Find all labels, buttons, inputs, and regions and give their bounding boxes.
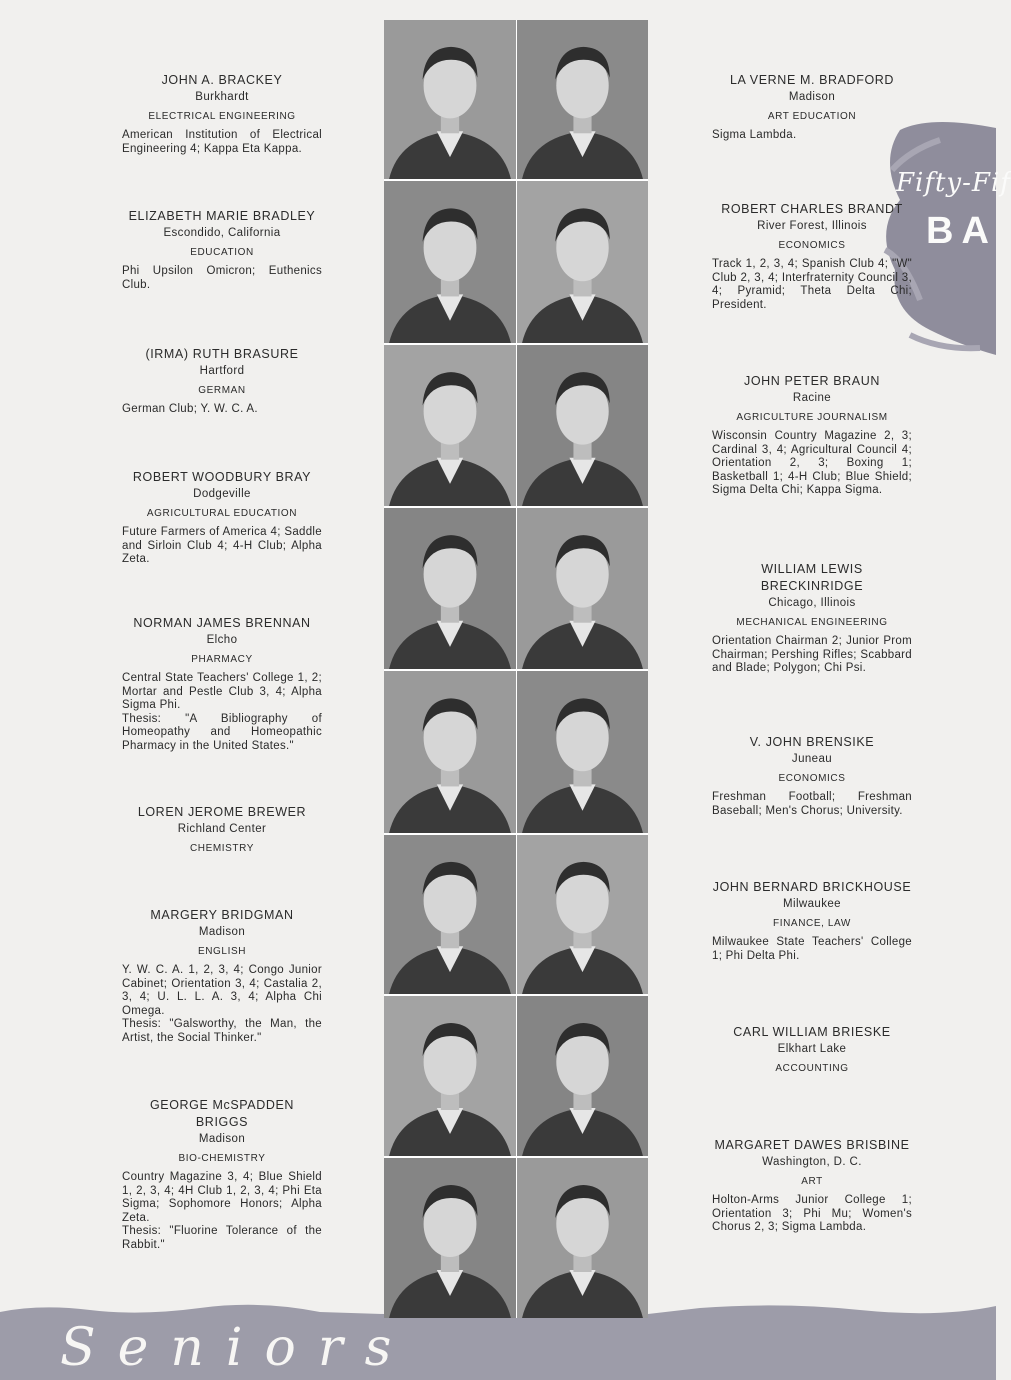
senior-activities: Orientation Chairman 2; Junior Prom Chairman; Pershing Rifles; Scabbard and Blade; Polygon; Chi Psi. xyxy=(712,635,912,675)
senior-activities: Sigma Lambda. xyxy=(712,129,797,141)
senior-activities: Y. W. C. A. 1, 2, 3, 4; Congo Junior Cabinet; Orientation 3, 4; Castalia 2, 3, 4; U. L. L. A. 3, 4; Alpha Chi Omega. Thesis: "Galsworthy, the Man, the Artist, the Social Thinker." xyxy=(122,964,322,1044)
senior-hometown: Racine xyxy=(792,392,832,404)
tab-script-text: Fifty-Fif xyxy=(896,168,1011,198)
senior-hometown: River Forest, Illinois xyxy=(757,220,867,232)
senior-name: MARGARET DAWES BRISBINE xyxy=(714,1138,910,1152)
senior-name: JOHN A. BRACKEY xyxy=(161,73,283,87)
senior-major: GERMAN xyxy=(198,385,246,396)
senior-portrait xyxy=(517,20,648,179)
senior-activities: American Institution of Electrical Engineering 4; Kappa Eta Kappa. xyxy=(122,129,322,155)
senior-entry xyxy=(712,201,912,312)
senior-portrait xyxy=(384,20,516,179)
senior-name: NORMAN JAMES BRENNAN xyxy=(133,616,311,630)
senior-name: ROBERT WOODBURY BRAY xyxy=(132,470,312,484)
senior-portrait xyxy=(517,835,648,994)
senior-major: FINANCE, LAW xyxy=(773,918,851,929)
senior-major: ART xyxy=(801,1176,823,1187)
senior-major: AGRICULTURAL EDUCATION xyxy=(146,508,298,519)
senior-entry xyxy=(712,561,912,676)
senior-hometown: Escondido, California xyxy=(163,227,281,239)
senior-portrait xyxy=(517,181,648,343)
senior-major: PHARMACY xyxy=(191,654,253,665)
senior-portrait xyxy=(384,181,516,343)
senior-entry xyxy=(712,72,912,143)
senior-entry xyxy=(122,1097,322,1253)
senior-major: ENGLISH xyxy=(197,946,247,957)
senior-hometown: Madison xyxy=(198,926,246,938)
portrait-column xyxy=(384,20,648,1318)
senior-entry xyxy=(122,907,322,1046)
senior-major: ECONOMICS xyxy=(778,773,846,784)
senior-activities: Wisconsin Country Magazine 2, 3; Cardinal 3, 4; Agricultural Council 4; Orientation 2, 3; Boxing 1; Basketball 1; 4-H Club; Blue Shield; Sigma Delta Chi; Kappa Sigma. xyxy=(712,430,912,497)
senior-name: JOHN PETER BRAUN xyxy=(743,374,880,388)
senior-name: CARL WILLIAM BRIESKE xyxy=(733,1025,891,1039)
senior-major: ART EDUCATION xyxy=(767,111,857,122)
senior-portrait xyxy=(517,508,648,669)
senior-hometown: Chicago, Illinois xyxy=(768,597,856,609)
senior-portrait xyxy=(384,835,516,994)
senior-name: JOHN BERNARD BRICKHOUSE xyxy=(712,880,912,894)
senior-entry xyxy=(712,734,912,818)
senior-portrait xyxy=(517,1158,648,1318)
senior-hometown: Washington, D. C. xyxy=(762,1156,862,1168)
senior-hometown: Elkhart Lake xyxy=(777,1043,847,1055)
senior-major: ECONOMICS xyxy=(778,240,846,251)
senior-entry xyxy=(122,72,322,156)
senior-activities: Holton-Arms Junior College 1; Orientation 3; Phi Mu; Women's Chorus 2, 3; Sigma Lambda. xyxy=(712,1194,912,1234)
tab-big-text: BA xyxy=(926,210,997,252)
senior-activities: Phi Upsilon Omicron; Euthenics Club. xyxy=(122,265,322,291)
senior-hometown: Richland Center xyxy=(177,823,267,835)
senior-entry xyxy=(122,469,322,567)
senior-name: ROBERT CHARLES BRANDT xyxy=(721,202,903,216)
seniors-title: Seniors xyxy=(60,1318,414,1378)
senior-entry xyxy=(712,879,912,963)
senior-portrait xyxy=(384,671,516,833)
senior-activities: Milwaukee State Teachers' College 1; Phi Delta Phi. xyxy=(712,936,912,962)
senior-activities: Future Farmers of America 4; Saddle and Sirloin Club 4; 4-H Club; Alpha Zeta. xyxy=(122,526,322,566)
senior-major: ACCOUNTING xyxy=(775,1063,849,1074)
senior-activities: Track 1, 2, 3, 4; Spanish Club 4; "W" Club 2, 3, 4; Interfraternity Council 3, 4; Pyramid; Theta Delta Chi; President. xyxy=(712,258,912,311)
senior-major: ELECTRICAL ENGINEERING xyxy=(148,111,296,122)
senior-name: MARGERY BRIDGMAN xyxy=(150,908,294,922)
senior-entry xyxy=(122,804,322,857)
senior-portrait xyxy=(517,345,648,506)
senior-hometown: Hartford xyxy=(199,365,245,377)
senior-name: ELIZABETH MARIE BRADLEY xyxy=(128,209,316,223)
senior-name: (IRMA) RUTH BRASURE xyxy=(145,347,299,361)
senior-portrait xyxy=(384,508,516,669)
senior-name: GEORGE McSPADDEN BRIGGS xyxy=(149,1098,295,1129)
senior-name: V. JOHN BRENSIKE xyxy=(749,735,875,749)
senior-hometown: Burkhardt xyxy=(195,91,249,103)
senior-hometown: Madison xyxy=(198,1133,246,1145)
senior-entry xyxy=(712,1024,912,1077)
senior-entry xyxy=(712,1137,912,1235)
senior-major: BIO-CHEMISTRY xyxy=(178,1153,266,1164)
senior-hometown: Elcho xyxy=(206,634,238,646)
senior-name: LOREN JEROME BREWER xyxy=(137,805,307,819)
senior-hometown: Dodgeville xyxy=(193,488,251,500)
senior-activities: Freshman Football; Freshman Baseball; Men's Chorus; University. xyxy=(712,791,912,817)
senior-name: WILLIAM LEWIS BRECKINRIDGE xyxy=(760,562,864,593)
senior-hometown: Juneau xyxy=(791,753,833,765)
senior-portrait xyxy=(517,671,648,833)
senior-hometown: Milwaukee xyxy=(783,898,841,910)
senior-hometown: Madison xyxy=(788,91,836,103)
senior-major: CHEMISTRY xyxy=(189,843,255,854)
senior-portrait xyxy=(384,345,516,506)
senior-activities: Central State Teachers' College 1, 2; Mortar and Pestle Club 3, 4; Alpha Sigma Phi. Thesis: "A Bibliography of Homeopathy and Homeopathic Pharmacy in the United States." xyxy=(122,672,322,752)
senior-activities: Country Magazine 3, 4; Blue Shield 1, 2, 3, 4; 4H Club 1, 2, 3, 4; Phi Eta Sigma; Sophomore Honors; Alpha Zeta. Thesis: "Fluorine Tolerance of the Rabbit." xyxy=(122,1171,322,1251)
senior-entry xyxy=(712,373,912,498)
senior-major: AGRICULTURE JOURNALISM xyxy=(736,412,888,423)
senior-portrait xyxy=(517,996,648,1156)
senior-major: MECHANICAL ENGINEERING xyxy=(736,617,888,628)
senior-portrait xyxy=(384,996,516,1156)
senior-entry xyxy=(122,346,322,417)
senior-name: LA VERNE M. BRADFORD xyxy=(729,73,895,87)
senior-portrait xyxy=(384,1158,516,1318)
senior-entry xyxy=(122,208,322,292)
senior-major: EDUCATION xyxy=(190,247,254,258)
senior-activities: German Club; Y. W. C. A. xyxy=(122,403,258,415)
senior-entry xyxy=(122,615,322,754)
